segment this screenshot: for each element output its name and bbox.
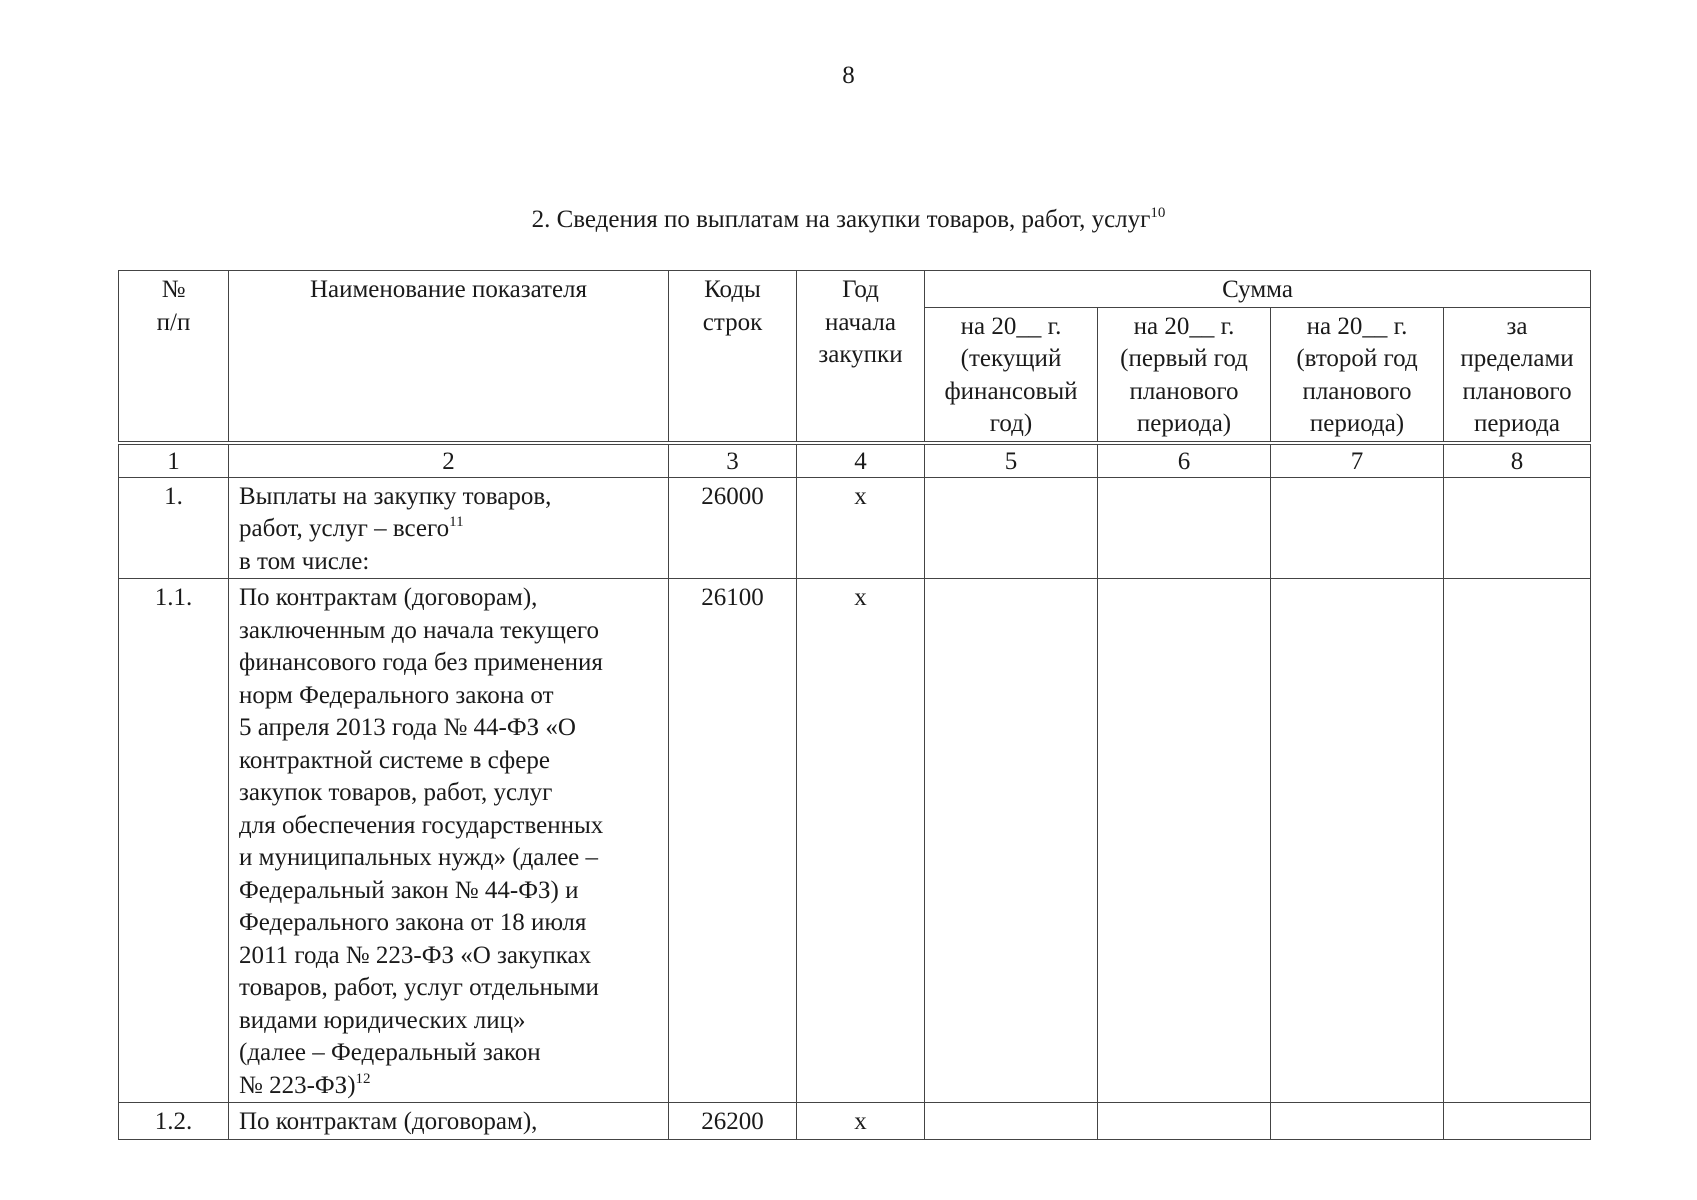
header-text-line: строк	[702, 308, 763, 336]
indicator-text-line: По контрактам (договорам),	[239, 584, 538, 611]
indicator-text-line: 2011 года № 223-ФЗ «О закупках	[239, 941, 592, 969]
header-text-line: планового	[1462, 377, 1572, 405]
indicator-text-line	[239, 513, 662, 546]
section-title-text: 2. Сведения по выплатам на закупки товаров, работ, услуг	[531, 206, 1151, 233]
header-text-line: периода)	[1136, 410, 1232, 437]
header-text-line: п/п	[156, 308, 191, 336]
column-number: 6	[1098, 443, 1271, 478]
header-second-plan-year	[1271, 307, 1444, 443]
header-number	[119, 271, 229, 443]
indicator-text-line: норм Федерального закона от	[239, 681, 554, 709]
amount-cell	[1271, 579, 1444, 1103]
row-number: 1.1.	[119, 579, 229, 1103]
indicator-text-line: для обеспечения государственных	[239, 811, 604, 839]
purchase-year: x	[797, 579, 925, 1103]
amount-cell	[1098, 579, 1271, 1103]
indicator-text-line: Федеральный закон № 44-ФЗ) и	[239, 876, 579, 904]
section-title-footnote: 10	[1150, 205, 1166, 221]
amount-cell	[1271, 477, 1444, 579]
amount-cell	[925, 579, 1098, 1103]
amount-cell	[925, 1103, 1098, 1140]
header-text-line: финансовый	[944, 377, 1078, 405]
amount-cell	[1444, 1103, 1591, 1140]
header-text-line: пределами	[1460, 345, 1574, 372]
header-text-line: за	[1506, 312, 1528, 340]
indicator-text-line: и муниципальных нужд» (далее –	[239, 844, 599, 871]
header-text-line: периода)	[1309, 410, 1405, 437]
column-number: 5	[925, 443, 1098, 478]
indicator-text-line: видами юридических лиц»	[239, 1006, 526, 1034]
footnote-ref: 11	[449, 514, 464, 530]
indicator-name	[229, 477, 669, 579]
column-number: 7	[1271, 443, 1444, 478]
header-text-line: (второй год	[1296, 345, 1418, 372]
amount-cell	[1271, 1103, 1444, 1140]
column-number: 3	[669, 443, 797, 478]
indicator-text-line: (далее – Федеральный закон	[239, 1039, 541, 1066]
indicator-text-line: товаров, работ, услуг отдельными	[239, 974, 599, 1001]
header-text-line: №	[161, 276, 186, 303]
indicator-text-line: 5 апреля 2013 года № 44-ФЗ «О	[239, 714, 576, 741]
header-text-line: на 20__ г.	[960, 312, 1062, 340]
amount-cell	[1444, 579, 1591, 1103]
line-code: 26000	[669, 477, 797, 579]
header-purchase-year	[797, 271, 925, 443]
row-number: 1.	[119, 477, 229, 579]
indicator-name	[229, 1103, 669, 1140]
indicator-text-line: контрактной системе в сфере	[239, 746, 550, 774]
header-sum: Сумма	[925, 271, 1591, 308]
indicator-text-line: закупок товаров, работ, услуг	[239, 779, 553, 806]
indicator-text: работ, услуг – всего	[239, 515, 450, 542]
table-row	[119, 1103, 1591, 1140]
row-number: 1.2.	[119, 1103, 229, 1140]
indicator-text-line: финансового года без применения	[239, 649, 603, 676]
page-number: 8	[842, 62, 855, 89]
table-row	[119, 579, 1591, 1103]
line-code: 26200	[669, 1103, 797, 1140]
indicator-text-line: Федерального закона от 18 июля	[239, 909, 587, 936]
amount-cell	[925, 477, 1098, 579]
header-first-plan-year	[1098, 307, 1271, 443]
header-text-line: год)	[989, 410, 1033, 437]
header-text-line: планового	[1302, 377, 1412, 405]
column-number: 1	[119, 443, 229, 478]
header-text-line: закупки	[818, 341, 903, 368]
header-text-line: начала	[825, 308, 896, 336]
line-code: 26100	[669, 579, 797, 1103]
column-number: 8	[1444, 443, 1591, 478]
purchase-year: x	[797, 1103, 925, 1140]
header-indicator-name	[229, 271, 669, 443]
header-text-line: Год	[842, 276, 879, 303]
header-text-line: периода	[1474, 410, 1560, 437]
indicator-text-line: Выплаты на закупку товаров,	[239, 482, 552, 510]
header-text-line: на 20__ г.	[1133, 312, 1235, 340]
header-row-1	[119, 271, 1591, 308]
indicator-text-line: По контрактам (договорам),	[239, 1108, 538, 1135]
header-text-line: планового	[1129, 377, 1239, 405]
header-text-line: на 20__ г.	[1306, 312, 1408, 340]
column-number: 2	[229, 443, 669, 478]
footnote-ref: 12	[355, 1070, 371, 1087]
header-text-line: (первый год	[1120, 345, 1248, 372]
amount-cell	[1098, 477, 1271, 579]
header-text-line: (текущий	[960, 345, 1062, 372]
indicator-text-line: заключенным до начала текущего	[239, 616, 600, 644]
indicator-name	[229, 579, 669, 1103]
header-current-year	[925, 307, 1098, 443]
indicator-text-line: в том числе:	[239, 547, 370, 575]
header-text-line: Коды	[704, 276, 761, 303]
indicator-text: № 223-ФЗ)	[239, 1071, 356, 1099]
indicator-text-line	[239, 1070, 662, 1103]
header-beyond-plan	[1444, 307, 1591, 443]
amount-cell	[1098, 1103, 1271, 1140]
amount-cell	[1444, 477, 1591, 579]
header-line-codes	[669, 271, 797, 443]
section-title	[0, 204, 1697, 236]
payments-table	[118, 270, 1591, 1140]
table-row	[119, 477, 1591, 579]
column-number-row	[119, 443, 1591, 478]
purchase-year: x	[797, 477, 925, 579]
column-number: 4	[797, 443, 925, 478]
header-text-line: Наименование показателя	[309, 276, 588, 303]
